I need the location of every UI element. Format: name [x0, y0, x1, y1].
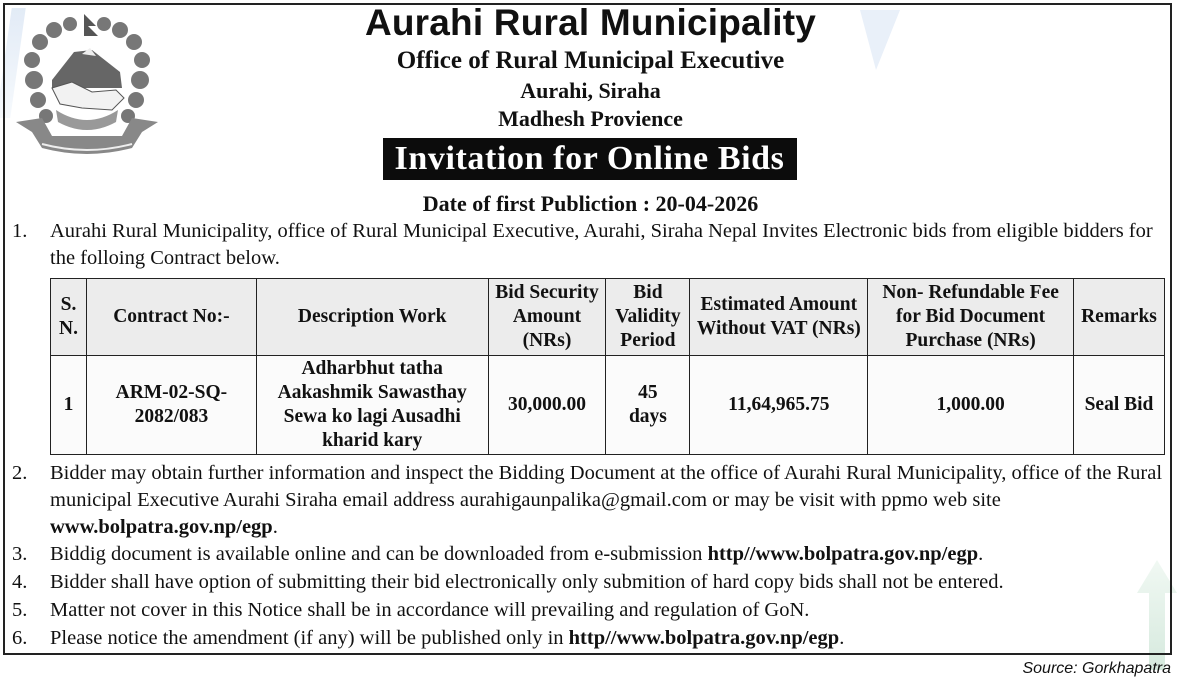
bolpatra-link[interactable]: http//www.bolpatra.gov.np/egp	[707, 543, 979, 565]
source-credit: Source: Gorkhapatra	[1022, 660, 1171, 677]
bolpatra-link[interactable]: www.bolpatra.gov.np/egp	[50, 516, 273, 538]
notice-banner: Invitation for Online Bids	[383, 138, 797, 180]
bolpatra-link[interactable]: http//www.bolpatra.gov.np/egp	[568, 627, 840, 649]
paragraph-number: 2.	[12, 462, 28, 484]
cell-bid-security: 30,000.00	[488, 356, 606, 455]
paragraph-text: Aurahi Rural Municipality, office of Rural Municipal Executive, Aurahi, Siraha Nepal Invites Electronic bids from eligible bidders for the folloing Contract below.	[50, 220, 1153, 269]
paragraph-number: 5.	[12, 599, 28, 621]
header-description: Description Work	[256, 279, 488, 356]
header-sn: S. N.	[51, 279, 87, 356]
paragraph-text	[50, 460, 1170, 541]
paragraph-text: Matter not cover in this Notice shall be in accordance will prevailing and regulation of GoN.	[50, 599, 810, 621]
office-name: Office of Rural Municipal Executive	[396, 47, 785, 74]
paragraph-end: .	[978, 543, 984, 565]
paragraph-text: Bidder shall have option of submitting their bid electronically only submition of hard copy bids shall not be entered.	[50, 571, 1004, 593]
paragraph-number: 1.	[12, 220, 28, 242]
paragraph-body: Biddig document is available online and can be downloaded from e-submission	[50, 543, 708, 565]
paragraph-body: Bidder may obtain further information and inspect the Bidding Document at the office of Aurahi Rural Municipality, office of the Rural municipal Executive Aurahi Siraha email address aurahigaunpalika@gmail.com or may be visit with ppmo web site	[50, 462, 1163, 511]
paragraph-end: .	[839, 627, 845, 649]
header-remarks: Remarks	[1073, 279, 1164, 356]
publication-date: Date of first Publiction : 20-04-2026	[422, 191, 759, 216]
cell-remarks: Seal Bid	[1073, 356, 1164, 455]
cell-fee: 1,000.00	[868, 356, 1074, 455]
paragraph-number: 6.	[12, 627, 28, 649]
paragraph-number: 4.	[12, 571, 28, 593]
paragraph-text	[50, 625, 1170, 652]
paragraph-end: .	[272, 516, 278, 538]
paragraph-number: 3.	[12, 543, 28, 565]
cell-description: Adharbhut tatha Aakashmik Sawasthay Sewa ko lagi Ausadhi kharid kary	[256, 356, 488, 455]
header-estimated: Estimated Amount Without VAT (NRs)	[690, 279, 868, 356]
province-name: Madhesh Provience	[498, 106, 683, 131]
paragraph-text	[50, 541, 1170, 568]
page-title: Aurahi Rural Municipality	[364, 2, 817, 43]
header-validity: Bid Validity Period	[606, 279, 690, 356]
cell-validity: 45 days	[606, 356, 690, 455]
header-bid-security: Bid Security Amount (NRs)	[488, 279, 606, 356]
paragraph-body: Please notice the amendment (if any) will be published only in	[50, 627, 569, 649]
table-row	[51, 356, 1165, 455]
banner-container	[0, 138, 1181, 180]
cell-estimated: 11,64,965.75	[690, 356, 868, 455]
cell-sn: 1	[51, 356, 87, 455]
header-contract-no: Contract No:-	[86, 279, 256, 356]
header-fee: Non- Refundable Fee for Bid Document Purchase (NRs)	[868, 279, 1074, 356]
bids-table	[50, 278, 1165, 455]
office-location: Aurahi, Siraha	[520, 78, 661, 103]
cell-contract-no: ARM-02-SQ-2082/083	[86, 356, 256, 455]
table-header-row	[51, 279, 1165, 356]
